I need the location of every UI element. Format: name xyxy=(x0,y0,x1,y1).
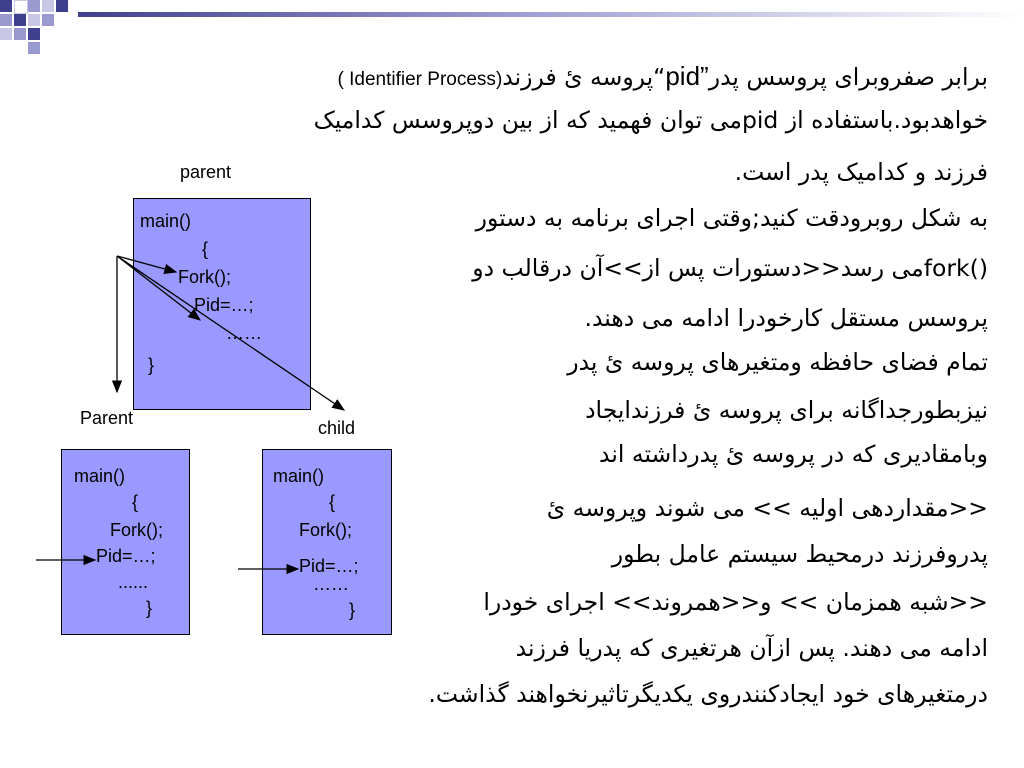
code-line-fork: Fork(); xyxy=(178,267,231,287)
code-line-open-brace: { xyxy=(202,239,209,259)
paragraph-line-3: فرزند و کدامیک پدر است. xyxy=(734,158,988,186)
parent-bottom-label: Parent xyxy=(80,408,134,428)
code-line-pid: Pid=…; xyxy=(299,556,359,576)
code-line-ellipsis: …… xyxy=(226,323,262,343)
paragraph-line-7: تمام فضای حافظه ومتغیرهای پروسه ئ پدر xyxy=(567,348,988,376)
child-label: child xyxy=(318,418,356,438)
code-line-fork: Fork(); xyxy=(110,520,163,540)
code-line-pid: Pid=…; xyxy=(194,295,254,315)
arrow-fork-to-child xyxy=(117,256,344,410)
code-line-main: main() xyxy=(273,466,325,486)
arrow-to-fork-line xyxy=(117,256,176,272)
paragraph-line-9: وبامقادیری که در پروسه ئ پدرداشته اند xyxy=(598,440,988,468)
paragraph-line-14: درمتغیرهای خود ایجادکنندروی یکدیگرتاثیرنخواهند گذاشت. xyxy=(428,680,988,708)
paragraph-line-13: ادامه می دهند. پس ازآن هرتغیری که پدریا فرزند xyxy=(515,634,988,662)
code-line-open-brace: { xyxy=(329,492,336,512)
paragraph-line-2: خواهدبود.باستفاده از pidمی توان فهمید که از بین دوپروسس کدامیک xyxy=(313,106,988,134)
code-line-ellipsis: ...... xyxy=(118,572,149,592)
paragraph-line-12: <<شبه همزمان >> و<<همروند>> اجرای خودرا xyxy=(483,588,988,616)
code-line-fork: Fork(); xyxy=(299,520,352,540)
paragraph-line-11: پدروفرزند درمحیط سیستم عامل بطور xyxy=(611,540,988,568)
paragraph-line-4: به شکل روبرودقت کنید;وقتی اجرای برنامه به دستور xyxy=(475,204,988,232)
code-line-close-brace: } xyxy=(349,600,356,620)
arrow-to-pid-line xyxy=(117,256,200,320)
paragraph-line-1: برابر صفروبرای پروسس پدر”pid“پروسه ئ فرزند(Identifier Process ) xyxy=(337,61,988,91)
code-line-ellipsis: …… xyxy=(313,574,349,594)
code-line-pid: Pid=…; xyxy=(96,546,156,566)
paragraph-line-8: نیزبطورجداگانه برای پروسه ئ فرزندایجاد xyxy=(585,396,988,424)
parent-top-label: parent xyxy=(180,162,232,182)
code-line-main: main() xyxy=(140,211,192,231)
paragraph-line-5: ()forkمی رسد<<دستورات پس از>>آن درقالب دو xyxy=(472,254,988,282)
paragraph-line-10: <<مقداردهی اولیه >> می شوند وپروسه ئ xyxy=(546,494,988,522)
code-line-close-brace: } xyxy=(148,355,155,375)
code-line-open-brace: { xyxy=(132,492,139,512)
code-line-close-brace: } xyxy=(146,598,153,618)
paragraph-line-6: پروسس مستقل کارخودرا ادامه می دهند. xyxy=(584,304,988,332)
code-line-main: main() xyxy=(74,466,126,486)
